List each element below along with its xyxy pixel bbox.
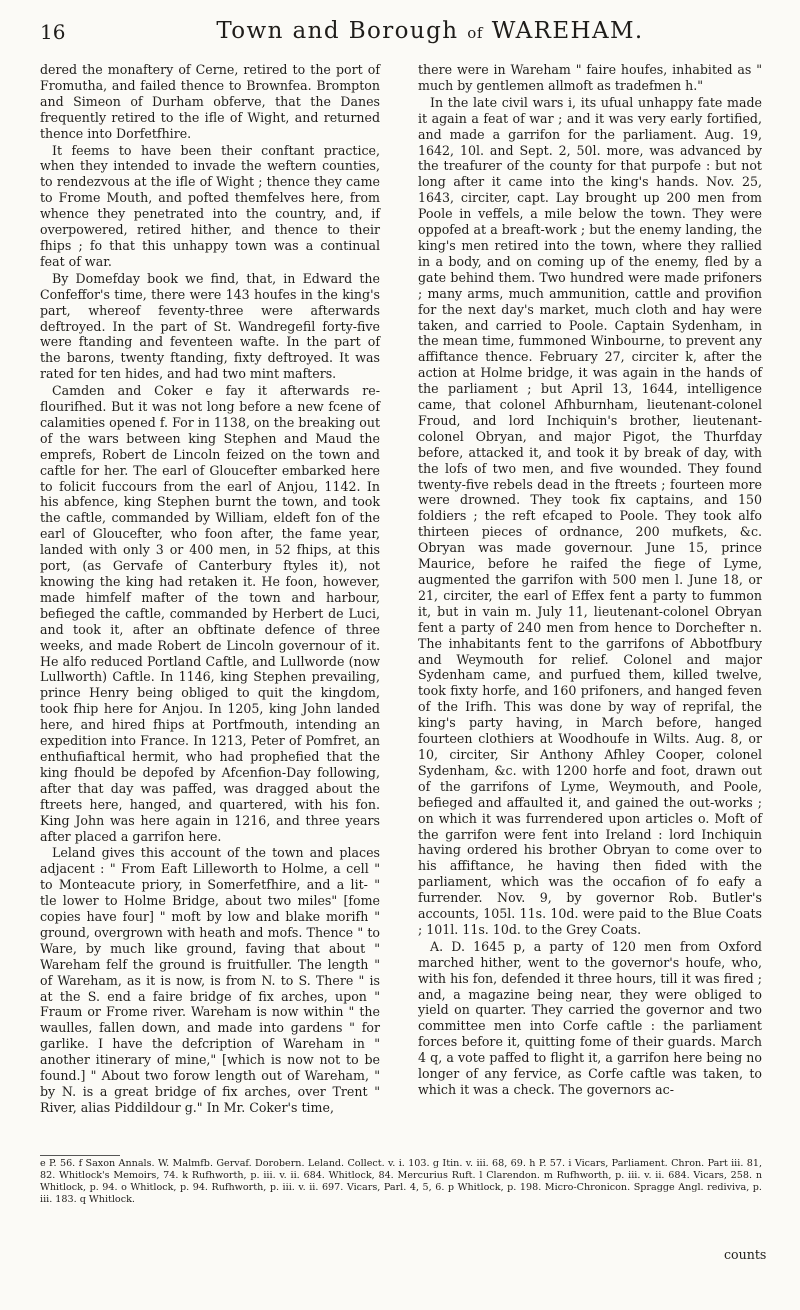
paragraph: In the late civil wars i, its ufual unhappy fate made it again a feat of war ; and it was very early fortified, and made a garrifon for the parliament. Aug. 19, 1642, 10l. and Sept. 2, 50l. more, was advanced by the treafurer of the county for that purpofe : but not long after it came into the king's hands. Nov. 25, 1643, circiter, capt. Lay brought up 200 men from Poole in veffels, a mile below the town. They were oppofed at a breaft-work ; but the enemy landing, the king's men retired into the town, where they rallied in a body, and on coming up of the enemy, fled by a gate behind them. Two hundred were made prifoners ; many arms, much ammunition, cattle and provifion for the next day's market, much cloth and hay were taken, and carried to Poole. Captain Sydenham, in the mean time, fummoned Winbourne, to prevent any affiftance thence. February 27, circiter k, after the action at Holme bridge, it was again in the hands of the parliament ; but April 13, 1644, intelligence came, that colonel Afhburnham, lieutenant-colonel Froud, and lord Inchiquin's brother, lieutenant-colonel Obryan, and major Pigot, the Thurfday before, attacked it, and took it by break of day, with the lofs of two men, and five wounded. They found twenty-five rebels dead in the ftreets ; fourteen more were drowned. They took fix captains, and 150 foldiers ; the reft efcaped to Poole. They took alfo thirteen pieces of ordnance, 200 mufkets, &c. Obryan was made governour. June 15, prince Maurice, before he raifed the fiege of Lyme, augmented the garrifon with 500 men l. June 18, or 21, circiter, the earl of Effex fent a party to fummon it, but in vain m. July 11, lieutenant-colonel Obryan fent a party of 240 men from hence to Dorchefter n. The inhabitants fent to the garrifons of Abbotfbury and Weymouth for relief. Colonel and major Sydenham came, and purfued them, killed twelve, took fixty horfe, and 160 prifoners, and hanged feven of the Irifh. This was done by way of reprifal, the king's party having, in March before, hanged fourteen clothiers at Woodhoufe in Wilts. Aug. 8, or 10, circiter, Sir Anthony Afhley Cooper, colonel Sydenham, &c. with 1200 horfe and foot, drawn out of the garrifons of Lyme, Weymouth, and Poole, befieged and affaulted it, and gained the out-works ; on which it was furrendered upon articles o. Moft of the garrifon were fent into Ireland : lord Inchiquin having ordered his brother Obryan to come over to his affiftance, he having then fided with the parliament, which was the occafion of fo eafy a furrender. Nov. 9, by governor Rob. Butler's accounts, 105l. 11s. 10d. were paid to the Blue Coats ; 101l. 11s. 10d. to the Grey Coats. xyxy=(418,94,762,937)
right-text-column xyxy=(418,62,762,1099)
left-text-column xyxy=(40,62,380,1117)
paragraph: By Domefday book we find, that, in Edward the Confeffor's time, there were 143 houfes in the king's part, whereof feventy-three were afterwards deftroyed. In the part of St. Wandregefil forty-five were ftanding and feventeen wafte. In the part of the barons, twenty ftanding, fixty deftroyed. It was rated for ten hides, and had two mint mafters. xyxy=(40,270,380,382)
footnotes: e P. 56. f Saxon Annals. W. Malmfb. Gervaf. Dorobern. Leland. Collect. v. i. 103. g Itin. v. iii. 68, 69. h P. 57. i Vicars, Parliament. Chron. Part iii. 81, 82. Whitlock's Memoirs, 74. k Rufhworth, p. iii. v. ii. 684. Whitlock, 84. Mercurius Ruft. l Clarendon. m Rufhworth, p. iii. v. ii. 684. Vicars, 258. n Whitlock, p. 94. o Whitlock, p. 94. Rufhworth, p. iii. v. ii. 697. Vicars, Parl. 4, 5, 6. p Whitlock, p. 198. Micro-Chronicon. Spragge Angl. rediviva, p. iii. 183. q Whitlock. xyxy=(40,1158,762,1205)
paragraph: there were in Wareham " faire houfes, inhabited as " much by gentlemen allmoft as tradefmen h." xyxy=(418,62,762,93)
paragraph: A. D. 1645 p, a party of 120 men from Oxford marched hither, went to the governor's houfe, who, with his fon, defended it three hours, till it was fired ; and, a magazine being near, they were obliged to yield on quarter. They carried the governor and two committee men into Corfe caftle : the parliament forces before it, quitting fome of their guards. March 4 q, a vote paffed to flight it, a garrifon here being no longer of any fervice, as Corfe caftle was taken, to which it was a check. The governors ac- xyxy=(418,938,762,1097)
footnote-rule xyxy=(40,1155,120,1156)
running-title xyxy=(120,18,740,44)
running-title-town: Town and Borough xyxy=(216,18,459,44)
paragraph: Leland gives this account of the town and places adjacent : " From Eaft Lilleworth to Holme, a cell " to Monteacute priory, in Somerfetfhire, and a lit- " tle lower to Holme Bridge, about two miles" [fome copies have four] " moft by low and blake morifh " ground, overgrown with heath and mofs. Thence " to Ware, by much like ground, faving that about " Wareham felf the ground is fruitfuller. The length " of Wareham, as it is now, is from N. to S. There " is at the S. end a faire bridge of fix arches, upon " Fraum or Frome river. Wareham is now within " the waulles, fallen down, and made into gardens " for garlike. I have the defcription of Wareham in " another itinerary of mine," [which is now not to be found.] " About two forow length out of Wareham, " by N. is a great bridge of fix arches, over Trent " River, alias Piddildour g." In Mr. Coker's time, xyxy=(40,845,380,1115)
paragraph: Camden and Coker e fay it afterwards re-flourifhed. But it was not long before a new fcene of calamities opened f. For in 1138, on the breaking out of the wars between king Stephen and Maud the emprefs, Robert de Lincoln feized on the town and caftle for her. The earl of Gloucefter embarked here to folicit fuccours from the earl of Anjou, 1142. In his abfence, king Stephen burnt the town, and took the caftle, commanded by William, eldeft fon of the earl of Gloucefter, who foon after, the fame year, landed with only 3 or 400 men, in 52 fhips, at this port, (as Gervafe of Canterbury ftyles it), not knowing the king had retaken it. He foon, however, made himfelf mafter of the town and harbour, befieged the caftle, commanded by Herbert de Luci, and took it, after an obftinate defence of three weeks, and made Robert de Lincoln governour of it. He alfo reduced Portland Caftle, and Lullworde (now Lullworth) Caftle. In 1146, king Stephen prevailing, prince Henry being obliged to quit the kingdom, took fhip here for Anjou. In 1205, king John landed here, and hired fhips at Portfmouth, intending an expedition into France. In 1213, Peter of Pomfret, an enthufiaftical hermit, who had prophefied that the king fhould be depofed by Afcenfion-Day following, after that day was paffed, was dragged about the ftreets here, hanged, and quartered, with his fon. King John was here again in 1216, and three years after placed a garrifon here. xyxy=(40,383,380,844)
running-title-wareham: WAREHAM. xyxy=(491,18,644,44)
paragraph: dered the monaftery of Cerne, retired to the port of Fromutha, and failed thence to Brownfea. Brompton and Simeon of Durham obferve, that the Danes frequently retired to the ifle of Wight, and returned thence into Dorfetfhire. xyxy=(40,62,380,141)
catchword: counts xyxy=(724,1247,767,1262)
paragraph: It feems to have been their conftant practice, when they intended to invade the weftern counties, to rendezvous at the ifle of Wight ; thence they came to Frome Mouth, and pofted themfelves here, from whence they penetrated into the country, and, if overpowered, retired hither, and thence to their fhips ; fo that this unhappy town was a continual feat of war. xyxy=(40,142,380,269)
running-title-of: of xyxy=(467,24,483,42)
page-number: 16 xyxy=(40,20,66,44)
